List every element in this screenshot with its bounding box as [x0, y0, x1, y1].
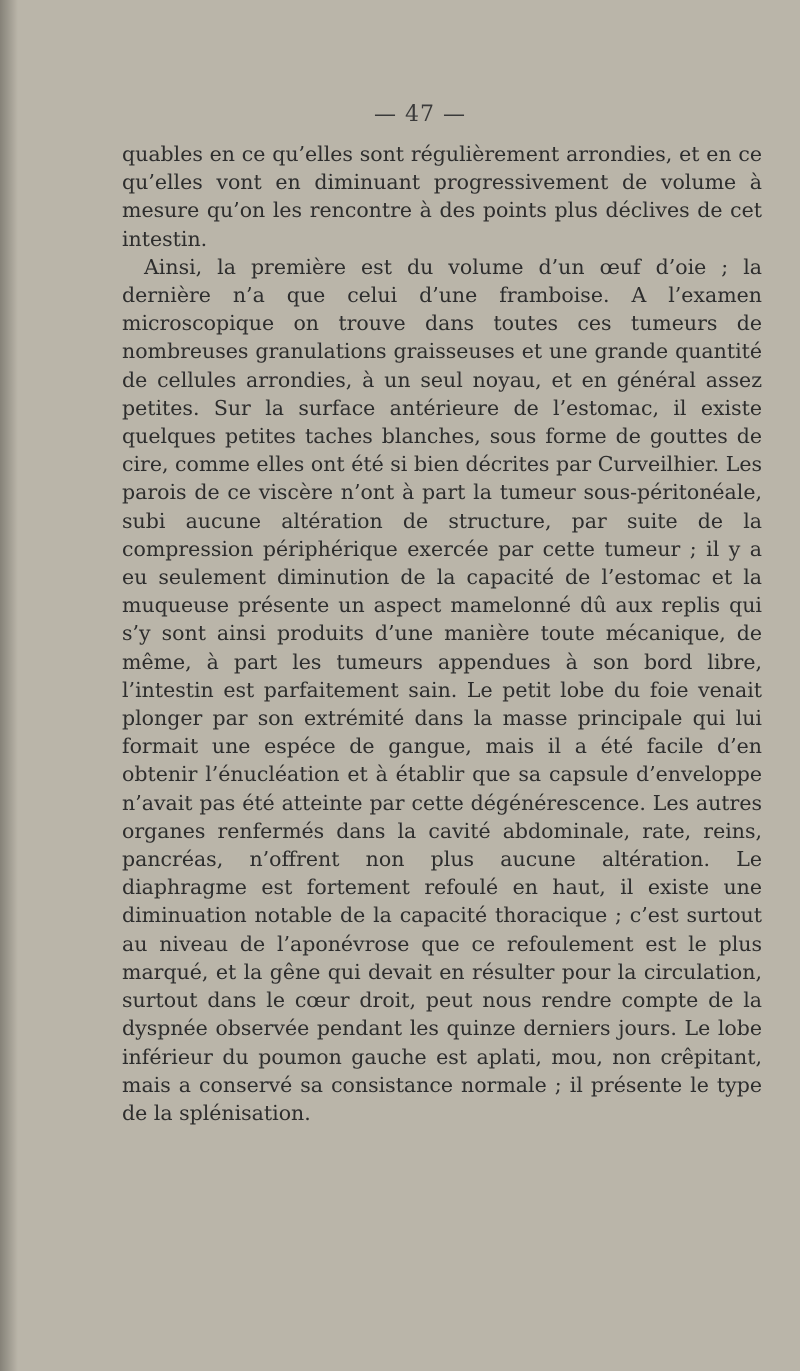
page-number: — 47 — — [374, 102, 466, 127]
paragraph-continuation: quables en ce qu’elles sont régulièrement arrondies, et en ce qu’elles vont en diminuant progressivement de volume à mesure qu’on les rencontre à des points plus déclives de cet intestin. — [122, 142, 762, 251]
page-gutter-shadow — [0, 0, 18, 1371]
body-text — [122, 140, 762, 1127]
paragraph-main: Ainsi, la première est du volume d’un œuf d’oie ; la dernière n’a que celui d’une framboise. A l’examen microscopique on trouve dans toutes ces tumeurs de nombreuses granulations graisseuses et une grande quantité de cellules arrondies, à un seul noyau, et en général assez petites. Sur la surface antérieure de l’estomac, il existe quelques petites taches blanches, sous forme de gouttes de cire, comme elles ont été si bien décrites par Curveilhier. Les parois de ce viscère n’ont à part la tumeur sous-péritonéale, subi aucune altération de structure, par suite de la compression périphérique exercée par cette tumeur ; il y a eu seulement diminution de la capacité de l’estomac et la muqueuse présente un aspect mamelonné dû aux replis qui s’y sont ainsi produits d’une manière toute mécanique, de même, à part les tumeurs appendues à son bord libre, l’intestin est parfaitement sain. Le petit lobe du foie venait plonger par son extrémité dans la masse principale qui lui formait une espéce de gangue, mais il a été facile d’en obtenir l’énucléation et à établir que sa capsule d’enveloppe n’avait pas été atteinte par cette dégénérescence. Les autres organes renfermés dans la cavité abdominale, rate, reins, pancréas, n’offrent non plus aucune altération. Le diaphragme est fortement refoulé en haut, il existe une diminuation notable de la capacité thoracique ; c’est surtout au niveau de l’aponévrose que ce refoulement est le plus marqué, et la gêne qui devait en résulter pour la circulation, surtout dans le cœur droit, peut nous rendre compte de la dyspnée observée pendant les quinze derniers jours. Le lobe inférieur du poumon gauche est aplati, mou, non crêpitant, mais a conservé sa consistance normale ; il présente le type de la splénisation. — [122, 254, 762, 1125]
